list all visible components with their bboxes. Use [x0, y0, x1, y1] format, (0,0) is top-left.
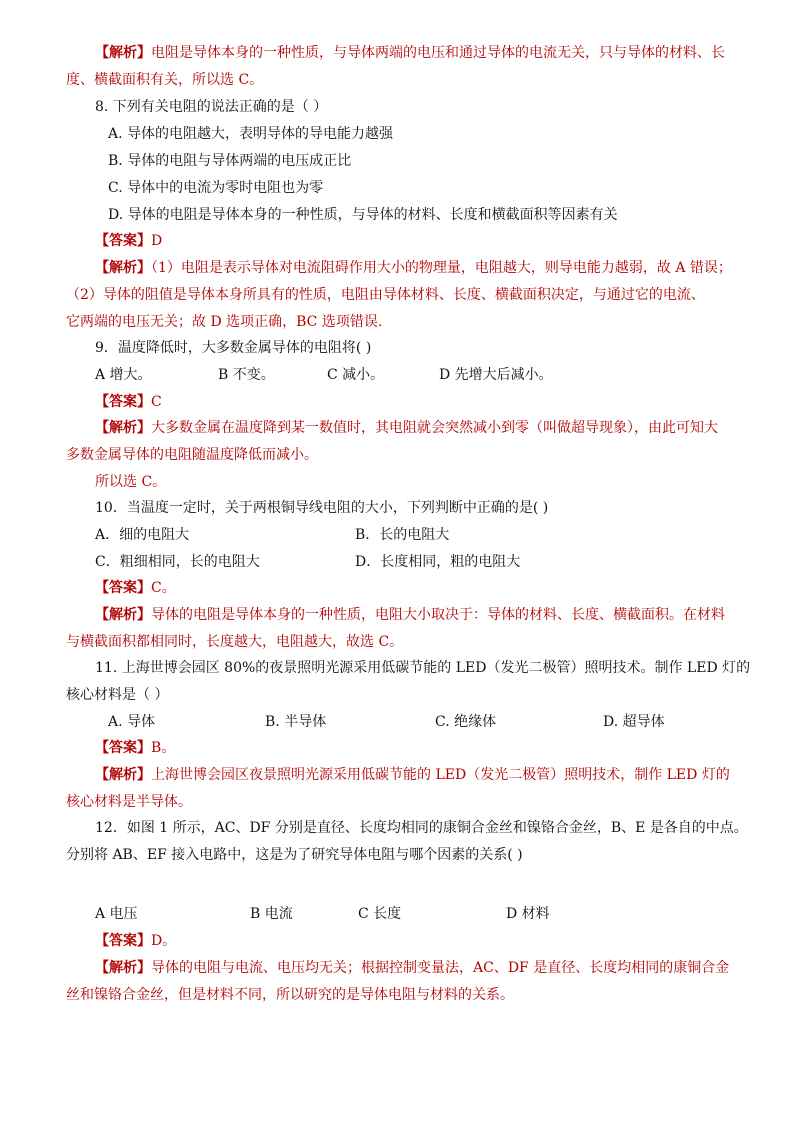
- q11-option-a: A. 导体: [108, 714, 156, 730]
- q11-stem-line-2: 核心材料是（ ）: [66, 687, 169, 703]
- analysis-tag: 【解析】: [95, 960, 151, 976]
- analysis-tag: 【解析】: [95, 767, 151, 783]
- q9-analysis-line-3: 所以选 C。: [95, 474, 167, 490]
- q9-option-d: D 先增大后减小。: [439, 367, 553, 383]
- answer-value: C。: [151, 580, 176, 596]
- q11-analysis-line-1: [95, 765, 730, 785]
- q10-option-d: D．长度相同，粗的电阻大: [355, 554, 521, 570]
- q9-option-b: B 不变。: [218, 367, 275, 383]
- q12-option-a: A 电压: [95, 906, 138, 922]
- analysis-tag: 【解析】: [95, 260, 151, 276]
- q10-option-a: A．细的电阻大: [95, 527, 190, 543]
- answer-tag: 【答案】: [95, 740, 151, 756]
- answer-value: B。: [151, 740, 176, 756]
- q12-option-c: C 长度: [358, 906, 402, 922]
- analysis-tag: 【解析】: [95, 607, 151, 623]
- q7-analysis-line-2: 度、横截面积有关，所以选 C。: [66, 72, 264, 88]
- q8-answer: [95, 231, 162, 251]
- q12-analysis-line-1: [95, 958, 729, 978]
- analysis-text: （1）电阻是表示导体对电流阻碍作用大小的物理量，电阻越大，则导电能力越弱，故 A 错误；: [151, 260, 732, 276]
- q8-analysis-line-2: （2）导体的阻值是导体本身所具有的性质，电阻由导体材料、长度、横截面积决定，与通过它的电流、: [66, 287, 705, 303]
- answer-value: D。: [151, 933, 177, 949]
- analysis-text: 上海世博会园区夜景照明光源采用低碳节能的 LED（发光二极管）照明技术，制作 LED 灯的: [151, 767, 730, 783]
- q12-answer: [95, 931, 176, 951]
- q11-analysis-line-2: 核心材料是半导体。: [66, 794, 192, 810]
- q7-analysis-line-1: [95, 43, 725, 63]
- q8-option-c: C. 导体中的电流为零时电阻也为零: [108, 180, 324, 196]
- q9-option-a: A 增大。: [95, 367, 152, 383]
- q12-option-b: B 电流: [250, 906, 293, 922]
- q8-option-a: A. 导体的电阻越大，表明导体的导电能力越强: [108, 126, 394, 142]
- analysis-tag: 【解析】: [95, 420, 151, 436]
- q8-analysis-line-1: [95, 258, 732, 278]
- q9-answer: [95, 392, 162, 412]
- q10-option-c: C．粗细相同，长的电阻大: [95, 554, 260, 570]
- q9-option-c: C 减小。: [327, 367, 385, 383]
- analysis-text: 导体的电阻是导体本身的一种性质，电阻大小取决于：导体的材料、长度、横截面积。在材料: [151, 607, 725, 623]
- q11-option-d: D. 超导体: [603, 714, 665, 730]
- q9-stem: 9．温度降低时，大多数金属导体的电阻将( ): [95, 340, 372, 356]
- q10-analysis-line-2: 与横截面积都相同时，长度越大，电阻越大，故选 C。: [66, 634, 404, 650]
- q8-stem: 8. 下列有关电阻的说法正确的是（ ）: [95, 99, 328, 115]
- analysis-text: 大多数金属在温度降到某一数值时，其电阻就会突然减小到零（叫做超导现象），由此可知大: [151, 420, 718, 436]
- q9-analysis-line-2: 多数金属导体的电阻随温度降低而减小。: [66, 447, 318, 463]
- q12-analysis-line-2: 丝和镍铬合金丝，但是材料不同，所以研究的是导体电阻与材料的关系。: [66, 987, 514, 1003]
- q11-stem-line-1: 11. 上海世博会园区 80%的夜景照明光源采用低碳节能的 LED（发光二极管）照明技术。制作 LED 灯的: [95, 660, 751, 676]
- q11-answer: [95, 738, 175, 758]
- q10-answer: [95, 578, 176, 598]
- q12-stem-line-1: 12．如图 1 所示，AC、DF 分别是直径、长度均相同的康铜合金丝和镍铬合金丝，B、E 是各自的中点。: [95, 820, 748, 836]
- q10-analysis-line-1: [95, 605, 725, 625]
- q8-option-b: B. 导体的电阻与导体两端的电压成正比: [108, 153, 352, 169]
- answer-tag: 【答案】: [95, 233, 151, 249]
- q10-stem: 10．当温度一定时，关于两根铜导线电阻的大小，下列判断中正确的是( ): [95, 500, 549, 516]
- answer-tag: 【答案】: [95, 933, 151, 949]
- q11-option-b: B. 半导体: [265, 714, 327, 730]
- analysis-text: 电阻是导体本身的一种性质，与导体两端的电压和通过导体的电流无关，只与导体的材料、长: [151, 45, 725, 61]
- answer-tag: 【答案】: [95, 580, 151, 596]
- q10-option-b: B．长的电阻大: [355, 527, 450, 543]
- q11-option-c: C. 绝缘体: [435, 714, 497, 730]
- q9-analysis-line-1: [95, 418, 718, 438]
- analysis-text: 导体的电阻与电流、电压均无关；根据控制变量法，AC、DF 是直径、长度均相同的康铜合金: [151, 960, 730, 976]
- q8-analysis-line-3: 它两端的电压无关；故 D 选项正确，BC 选项错误.: [66, 314, 383, 330]
- q12-option-d: D 材料: [506, 906, 550, 922]
- answer-value: D: [151, 233, 163, 249]
- answer-tag: 【答案】: [95, 394, 151, 410]
- analysis-tag: 【解析】: [95, 45, 151, 61]
- q8-option-d: D. 导体的电阻是导体本身的一种性质，与导体的材料、长度和横截面积等因素有关: [108, 207, 618, 223]
- q12-stem-line-2: 分别将 AB、EF 接入电路中，这是为了研究导体电阻与哪个因素的关系( ): [66, 847, 523, 863]
- answer-value: C: [151, 394, 162, 410]
